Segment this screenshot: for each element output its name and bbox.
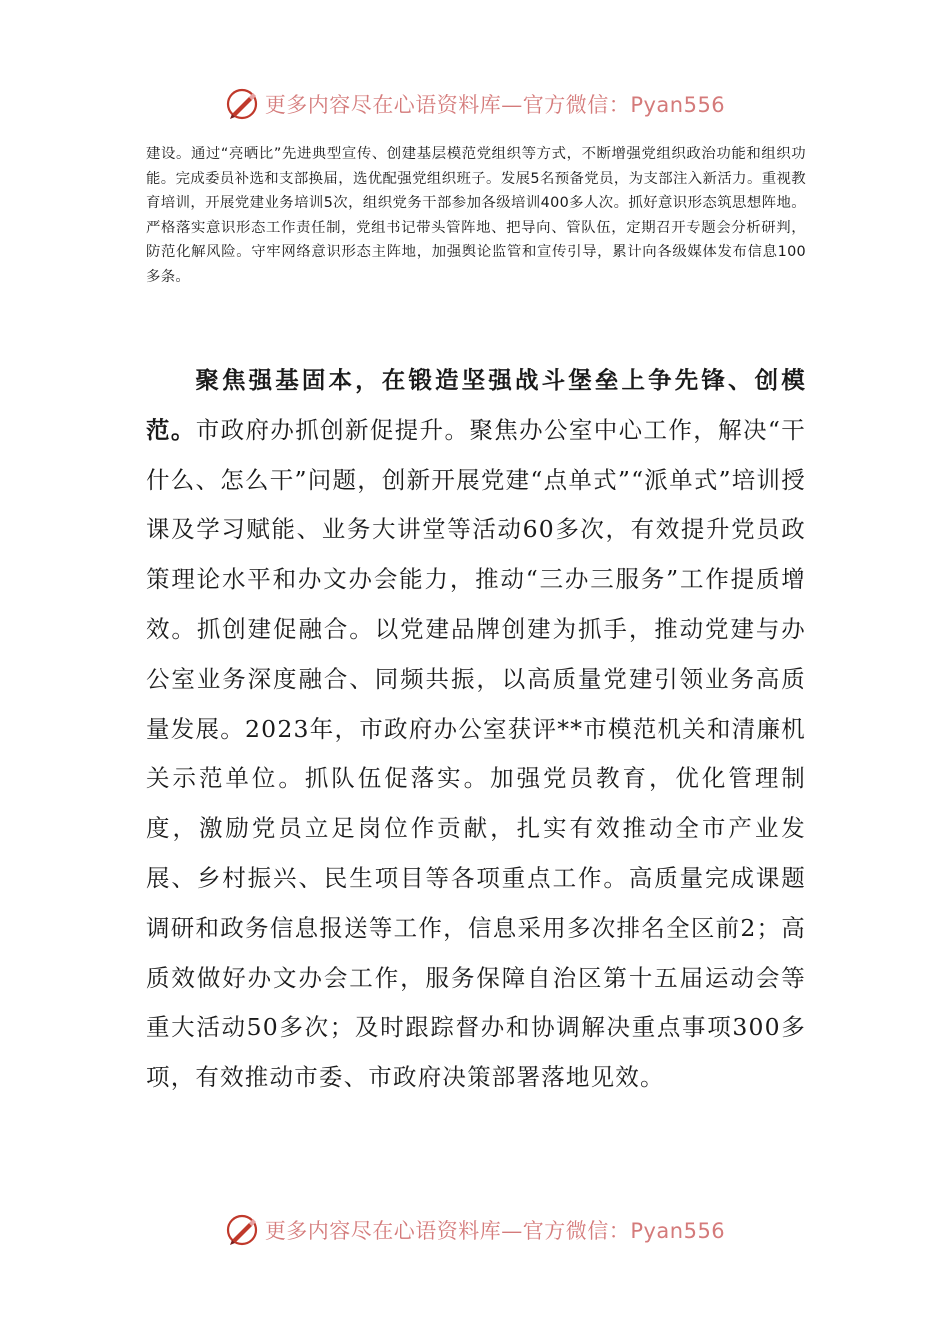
header-banner-wechat-id: Pyan556 bbox=[630, 93, 726, 117]
footer-banner-wechat-id: Pyan556 bbox=[630, 1219, 726, 1243]
header-banner-cn: 更多内容尽在心语资料库—官方微信： bbox=[264, 93, 631, 117]
section-paragraph bbox=[146, 356, 806, 1103]
section-heading: 聚焦强基固本，在锻造坚强战斗堡垒上争先锋、创模范。 bbox=[146, 366, 806, 444]
section-body: 市政府办抓创新促提升。聚焦办公室中心工作，解决“干什么、怎么干”问题，创新开展党建“点单式”“派单式”培训授课及学习赋能、业务大讲堂等活动60多次，有效提升党员政策理论水平和办文办会能力，推动“三办三服务”工作提质增效。抓创建促融合。以党建品牌创建为抓手，推动党建与办公室业务深度融合、同频共振，以高质量党建引领业务高质量发展。2023年，市政府办公室获评**市模范机关和清廉机关示范单位。抓队伍促落实。加强党员教育，优化管理制度，激励党员立足岗位作贡献，扎实有效推动全市产业发展、乡村振兴、民生项目等各项重点工作。高质量完成课题调研和政务信息报送等工作，信息采用多次排名全区前2；高质效做好办文办会工作，服务保障自治区第十五届运动会等重大活动50多次；及时跟踪督办和协调解决重点事项300多项，有效推动市委、市政府决策部署落地见效。 bbox=[146, 415, 807, 1092]
pen-logo-icon bbox=[225, 1213, 259, 1247]
pen-logo-icon bbox=[225, 87, 259, 121]
header-banner-text bbox=[265, 89, 725, 119]
footer-banner bbox=[0, 1210, 950, 1250]
continuation-paragraph: 建设。通过“亮晒比”先进典型宣传、创建基层模范党组织等方式，不断增强党组织政治功能和组织功能。完成委员补选和支部换届，选优配强党组织班子。发展5名预备党员，为支部注入新活力。重视教育培训，开展党建业务培训5次，组织党务干部参加各级培训400多人次。抓好意识形态筑思想阵地。严格落实意识形态工作责任制，党组书记带头管阵地、把导向、管队伍，定期召开专题会分析研判，防范化解风险。守牢网络意识形态主阵地，加强舆论监管和宣传引导，累计向各级媒体发布信息100多条。 bbox=[146, 146, 806, 285]
footer-banner-cn: 更多内容尽在心语资料库—官方微信： bbox=[264, 1219, 631, 1243]
header-banner bbox=[0, 84, 950, 124]
footer-banner-text bbox=[265, 1215, 725, 1245]
